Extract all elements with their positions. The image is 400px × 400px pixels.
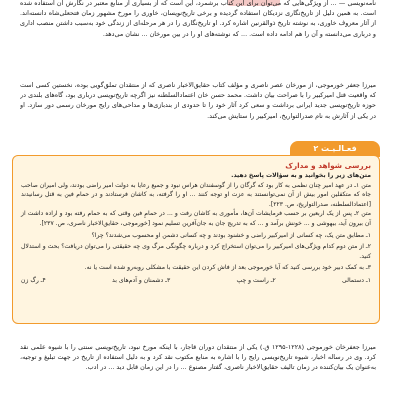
second-paragraph: میرزا جعفر خورموجی، از مورخان عصر ناصری و مؤلف کتاب حقایق‌الاخبار ناصری که از منتقدان تملق‌گویی بوده، نخستین کسی است که واقعیت قتل امیرکبیر را با صراحت بیان داشت. محمد حسن خان اعتمادالسلطنه نیز اگرچه تاریخ‌نویسی درباری بود، گاه‌های بلندی در حوزه تاریخ‌نویسی جدید ایرانی برداشت و سعی کرد آثار خود را تا حدودی از بندبازی‌ها و مداحی‌های رایج مورخان رسمی دور سازد. او در یکی از آثارش به نام صدرالتواریخ، امیرکبیر را ستایش می‌کند. (20, 81, 376, 120)
glossary-options (21, 273, 371, 286)
question-1: ۱ـ مطابق متن یک، چه کسانی از امیرکبیر راضی و خشنود بودند و چه کسانی دشمن او محسوب می‌شدند؟ چرا؟ (91, 231, 371, 239)
activity-title: بررسی شواهد و مدارک (285, 161, 371, 170)
option-item: ۳ـ دشمنان و آدم‌های بد (112, 276, 171, 284)
question-2: ۲ـ از متن دوم کدام ویژگی‌های امیرکبیر را می‌توان استخراج کرد و درباره چگونگی مرگ وی چه حقیقتی را می‌توان دریافت؟ بحث و استدلال کنید. (21, 243, 371, 260)
source-text-2: متن ۲ـ پس از یک اربعین بر حسب فرمایشات آن‌ها، مأموری به کاشان رفت و ... در حمامِ فین وقتی که به حمام رفته بود و اراده داشت از آن بیرون آید، بیهوشی و ... خونش برآمد و ... که به تدریج جان به جان‌آفرین تسلیم نمود [خورموجی، حقایق‌الاخبار ناصری، ص. ۲۳۷]. (21, 210, 371, 227)
intro-paragraph: نامه‌نویسی — ... از ویژگی‌هایی که می‌توان برای این کتاب برشمرد، این است که از بسیاری از منابع معتبر در نگارش آن استفاده شده است. به همین دلیل از تاریخ‌نگاری نزدیکان استفاده گردیده و برخی تاریخ‌نویسان، خاوری را مورخ مشهور زمان فتحعلی‌شاه دانسته‌اند. از آثار معروف خاوری، به نوشته تاریخ ذوالقرنین اشاره کرد. او تاریخ‌نگاری را در هر مرحله‌ای از زندگی خود به‌سبب داشتن منصب اداری و درباری می‌دانسته و آن را هم ادامه داده است. ... که نوشته‌های او را در بین مورخان ... نشان می‌دهد. (20, 0, 376, 38)
source-text-1: متن ۱ـ در عهد امیر چنان نظمی به کار بود که گرگان را از گوسفندان هراس نبود و جمیع رعایا به دولت امیر راضی بودند، ولی امیران صاحب جاه که متکفلین امور بیش از آن نمی‌توانستند به عزت او توجه کنند ... او را گرفته، به کاشان فرستادند و در حمام فین به قتل رسانیدند [اعتمادالسلطنه، صدرالتواریخ، ص. ۲۲۳]. (21, 181, 372, 208)
activity-tab: فعـالـیـت ۲ (290, 141, 380, 157)
activity-box (12, 155, 380, 324)
option-item: ۱ـ دستمالی (342, 276, 371, 284)
option-item: ۲ـ راست و چپ (236, 276, 276, 284)
option-item: ۴ـ رگ زن (21, 276, 46, 284)
activity-instruction: متن‌های زیر را بخوانید و به سؤالات پاسخ دهید. (231, 172, 371, 179)
closing-paragraph: میرزا جعفرخان خورموجی (۱۲۲۸-۱۲۹۵ ق.) یکی از منتقدان دوران قاجار، با اینکه مورخ نبود، تاریخ‌نویسی سنتی را با شیوه علمی نقد کرد. وی در رساله اخبار، شیوه تاریخ‌نویسی رایج را با اشاره به منابع مکتوب نقد کرد و به دلیل استفاده از تاریخ در جهت تبلیغ و توجیه، به‌عنوان یک بیان‌کننده در زمان تالیف حقایق‌الاخبار ناصری، گفتار مصنوع ... را در این زمان قابل دید ... در ادب. (20, 343, 376, 372)
question-3: ۳ـ به کمک دبیر خود بررسی کنید که آیا خورموجی بعد از فاش کردن این حقیقت با مشکلی روبه‌رو شده است یا نه. (84, 264, 371, 272)
